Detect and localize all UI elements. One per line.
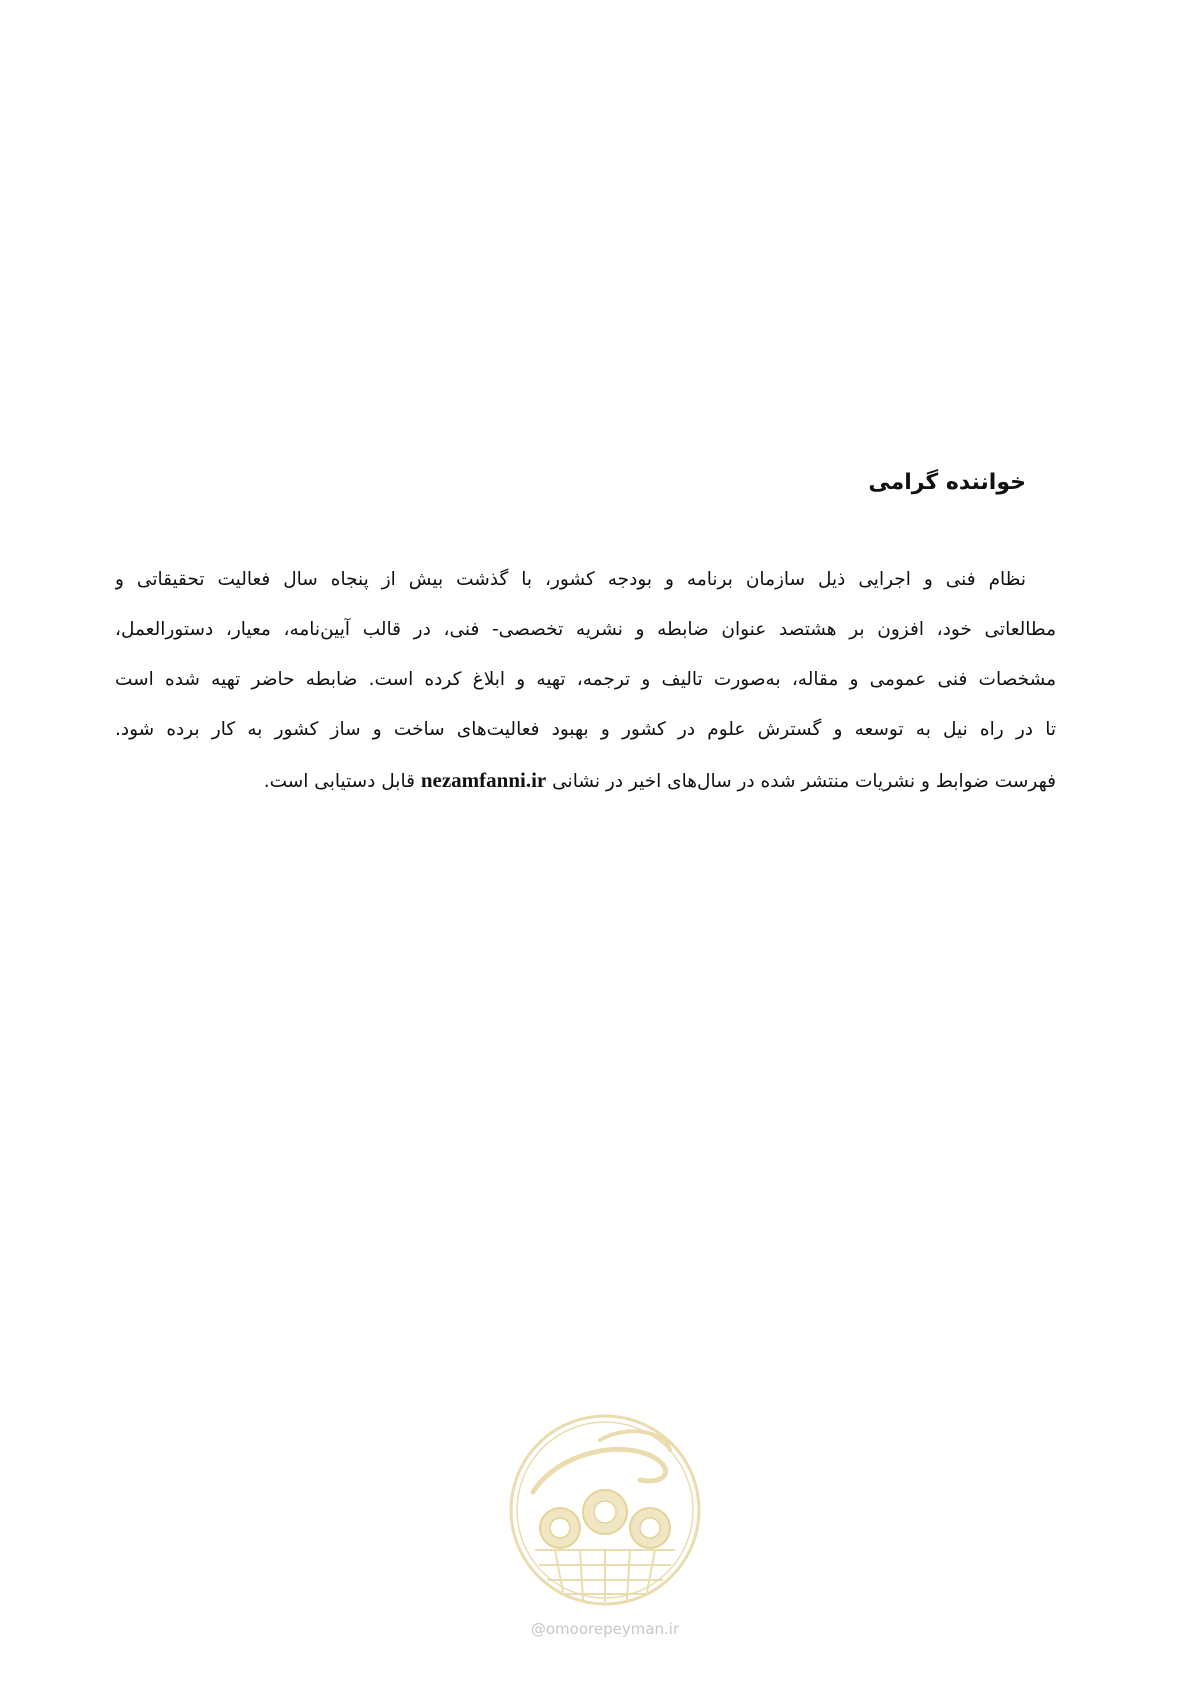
last-line-after: قابل دستیابی است.	[263, 771, 415, 792]
watermark-site: @omoorepeyman.ir	[530, 1620, 680, 1638]
page-heading: خواننده گرامی	[868, 470, 1026, 495]
paragraph-last-line	[115, 755, 1056, 807]
watermark-logo	[505, 1410, 705, 1610]
website-link[interactable]: nezamfanni.ir	[420, 768, 547, 792]
paragraph-line: مشخصات فنی عمومی و مقاله، به‌صورت تالیف و ترجمه، تهیه و ابلاغ کرده است. ضابطه حاضر تهیه شده است	[115, 669, 1056, 690]
paragraph-line: نظام فنی و اجرایی ذیل سازمان برنامه و بودجه کشور، با گذشت بیش از پنجاه سال فعالیت تحقیقاتی و	[115, 569, 1026, 590]
intro-paragraph	[115, 555, 1056, 807]
last-line-before: فهرست ضوابط و نشریات منتشر شده در سال‌های اخیر در نشانی	[552, 771, 1056, 792]
paragraph-line: مطالعاتی خود، افزون بر هشتصد عنوان ضابطه و نشریه تخصصی- فنی، در قالب آیین‌نامه، معیار، دستورالعمل،	[115, 619, 1056, 640]
paragraph-line: تا در راه نیل به توسعه و گسترش علوم در کشور و بهبود فعالیت‌های ساخت و ساز کشور به کار برده شود.	[115, 719, 1056, 740]
